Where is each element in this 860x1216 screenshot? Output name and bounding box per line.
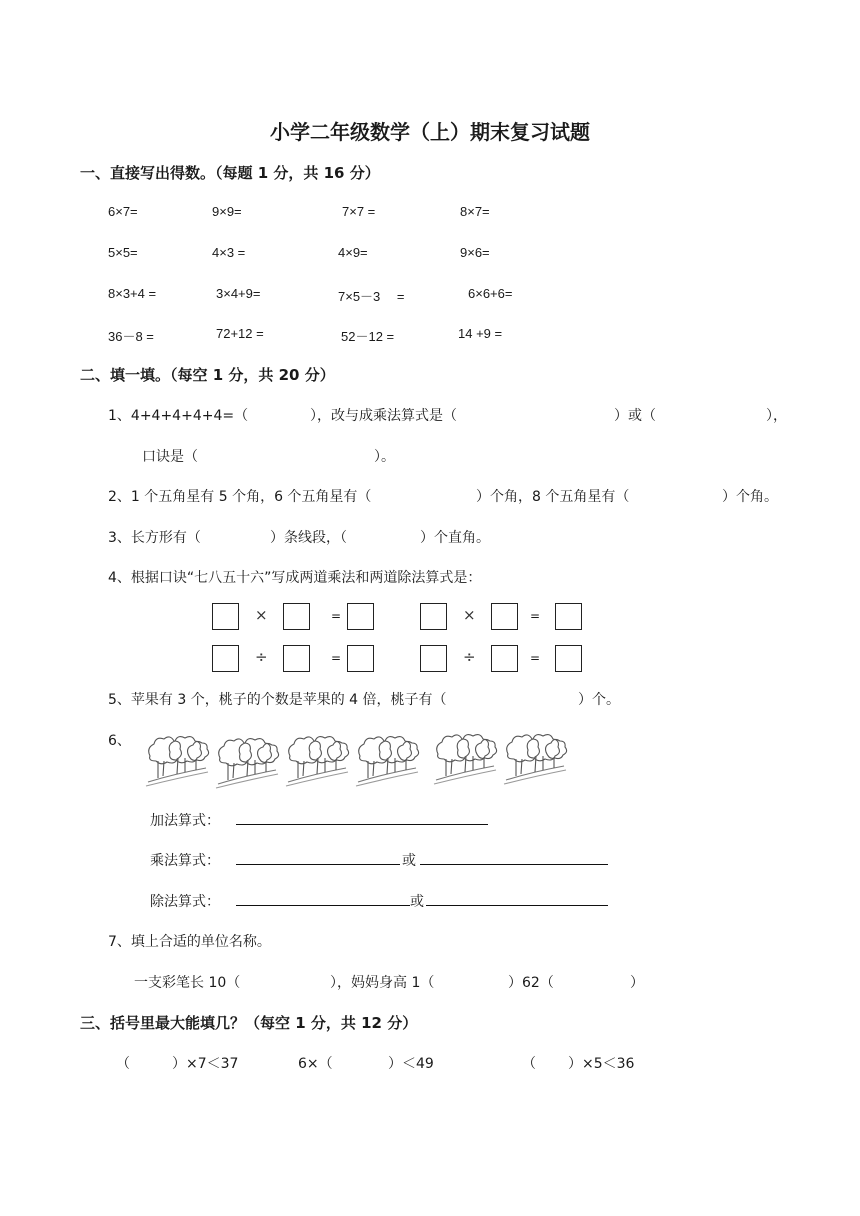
s3-item-close: ）×5＜36 bbox=[568, 1056, 635, 1072]
answer-box[interactable] bbox=[555, 603, 582, 630]
calc-item: 6×6+6= bbox=[468, 286, 513, 301]
q5-part-b: ）个。 bbox=[578, 692, 620, 708]
or-text: 或 bbox=[410, 894, 424, 910]
q2-part-b: ）个角，8 个五角星有（ bbox=[476, 489, 630, 505]
equals-sign: = bbox=[331, 609, 342, 623]
q1-part-d: ）， bbox=[766, 408, 787, 424]
answer-box[interactable] bbox=[283, 603, 310, 630]
q7-part-c: ）62（ bbox=[508, 975, 554, 991]
multiplication-label: 乘法算式： bbox=[150, 853, 220, 869]
calc-item: 72+12 = bbox=[216, 326, 264, 341]
q1-part-f: ）。 bbox=[374, 449, 395, 465]
answer-box[interactable] bbox=[212, 645, 239, 672]
q2-part-c: ）个角。 bbox=[722, 489, 778, 505]
calc-item: 7×5－3 = bbox=[338, 289, 405, 304]
page-title: 小学二年级数学（上）期末复习试题 bbox=[270, 120, 590, 144]
division-label: 除法算式： bbox=[150, 894, 220, 910]
times-sign: × bbox=[463, 606, 476, 624]
s3-item-close: ）×7＜37 bbox=[172, 1056, 239, 1072]
calc-item: 5×5= bbox=[108, 245, 138, 260]
equals-sign: = bbox=[331, 651, 342, 665]
multiplication-answer-line-2[interactable] bbox=[420, 850, 608, 869]
calc-item: 6×7= bbox=[108, 204, 138, 219]
addition-label: 加法算式： bbox=[150, 813, 220, 829]
calc-item: 7×7 = bbox=[342, 204, 376, 219]
times-sign: × bbox=[255, 606, 268, 624]
q3-part-a: 3、长方形有（ bbox=[108, 530, 201, 546]
q4-text: 4、根据口诀“七八五十六”写成两道乘法和两道除法算式是： bbox=[108, 570, 482, 586]
answer-box[interactable] bbox=[491, 603, 518, 630]
q7-part-a: 一支彩笔长 10（ bbox=[134, 975, 241, 991]
q5-part-a: 5、苹果有 3 个，桃子的个数是苹果的 4 倍，桃子有（ bbox=[108, 692, 447, 708]
tree-groups-illustration bbox=[144, 728, 574, 790]
division-answer-line-2[interactable] bbox=[426, 891, 608, 910]
q1-part-c: ）或（ bbox=[614, 408, 656, 424]
answer-box[interactable] bbox=[283, 645, 310, 672]
calc-item: 36－8 = bbox=[108, 329, 154, 344]
calc-item: 4×9= bbox=[338, 245, 368, 260]
answer-box[interactable] bbox=[212, 603, 239, 630]
equals-sign: = bbox=[530, 609, 541, 623]
q2-part-a: 2、1 个五角星有 5 个角，6 个五角星有（ bbox=[108, 489, 372, 505]
q3-part-c: ）个直角。 bbox=[420, 530, 490, 546]
calc-item: 4×3 = bbox=[212, 245, 246, 260]
addition-answer-line[interactable] bbox=[236, 810, 488, 829]
q6-label: 6、 bbox=[108, 733, 131, 749]
divide-sign: ÷ bbox=[255, 648, 268, 666]
divide-sign: ÷ bbox=[463, 648, 476, 666]
s3-item-open: （ bbox=[116, 1056, 130, 1072]
division-answer-line[interactable] bbox=[236, 891, 410, 910]
answer-box[interactable] bbox=[347, 645, 374, 672]
calc-item: 52－12 = bbox=[341, 329, 395, 344]
calc-item: 9×6= bbox=[460, 245, 490, 260]
multiplication-answer-line[interactable] bbox=[236, 850, 400, 869]
calc-item: 14 +9 = bbox=[458, 326, 503, 341]
q1-part-e: 口诀是（ bbox=[142, 449, 198, 465]
q1-part-a: 1、4+4+4+4+4=（ bbox=[108, 408, 249, 424]
q1-part-b: ），改与成乘法算式是（ bbox=[310, 408, 457, 424]
q3-part-b: ）条线段，（ bbox=[270, 530, 347, 546]
q7-text: 7、填上合适的单位名称。 bbox=[108, 934, 271, 950]
answer-box[interactable] bbox=[555, 645, 582, 672]
s3-item-open: （ bbox=[522, 1056, 536, 1072]
or-text: 或 bbox=[402, 853, 416, 869]
q7-part-b: ），妈妈身高 1（ bbox=[330, 975, 435, 991]
section2-heading: 二、填一填。（每空 1 分，共 20 分） bbox=[80, 366, 335, 384]
section1-heading: 一、直接写出得数。（每题 1 分，共 16 分） bbox=[80, 164, 380, 182]
calc-item: 8×3+4 = bbox=[108, 286, 157, 301]
q7-part-d: ） bbox=[630, 975, 644, 991]
answer-box[interactable] bbox=[420, 645, 447, 672]
s3-item-open: 6×（ bbox=[298, 1056, 333, 1072]
s3-item-close: ）＜49 bbox=[388, 1056, 434, 1072]
section3-heading: 三、括号里最大能填几？（每空 1 分，共 12 分） bbox=[80, 1014, 418, 1032]
answer-box[interactable] bbox=[491, 645, 518, 672]
answer-box[interactable] bbox=[420, 603, 447, 630]
equals-sign: = bbox=[530, 651, 541, 665]
calc-item: 8×7= bbox=[460, 204, 490, 219]
calc-item: 9×9= bbox=[212, 204, 242, 219]
calc-item: 3×4+9= bbox=[216, 286, 261, 301]
answer-box[interactable] bbox=[347, 603, 374, 630]
